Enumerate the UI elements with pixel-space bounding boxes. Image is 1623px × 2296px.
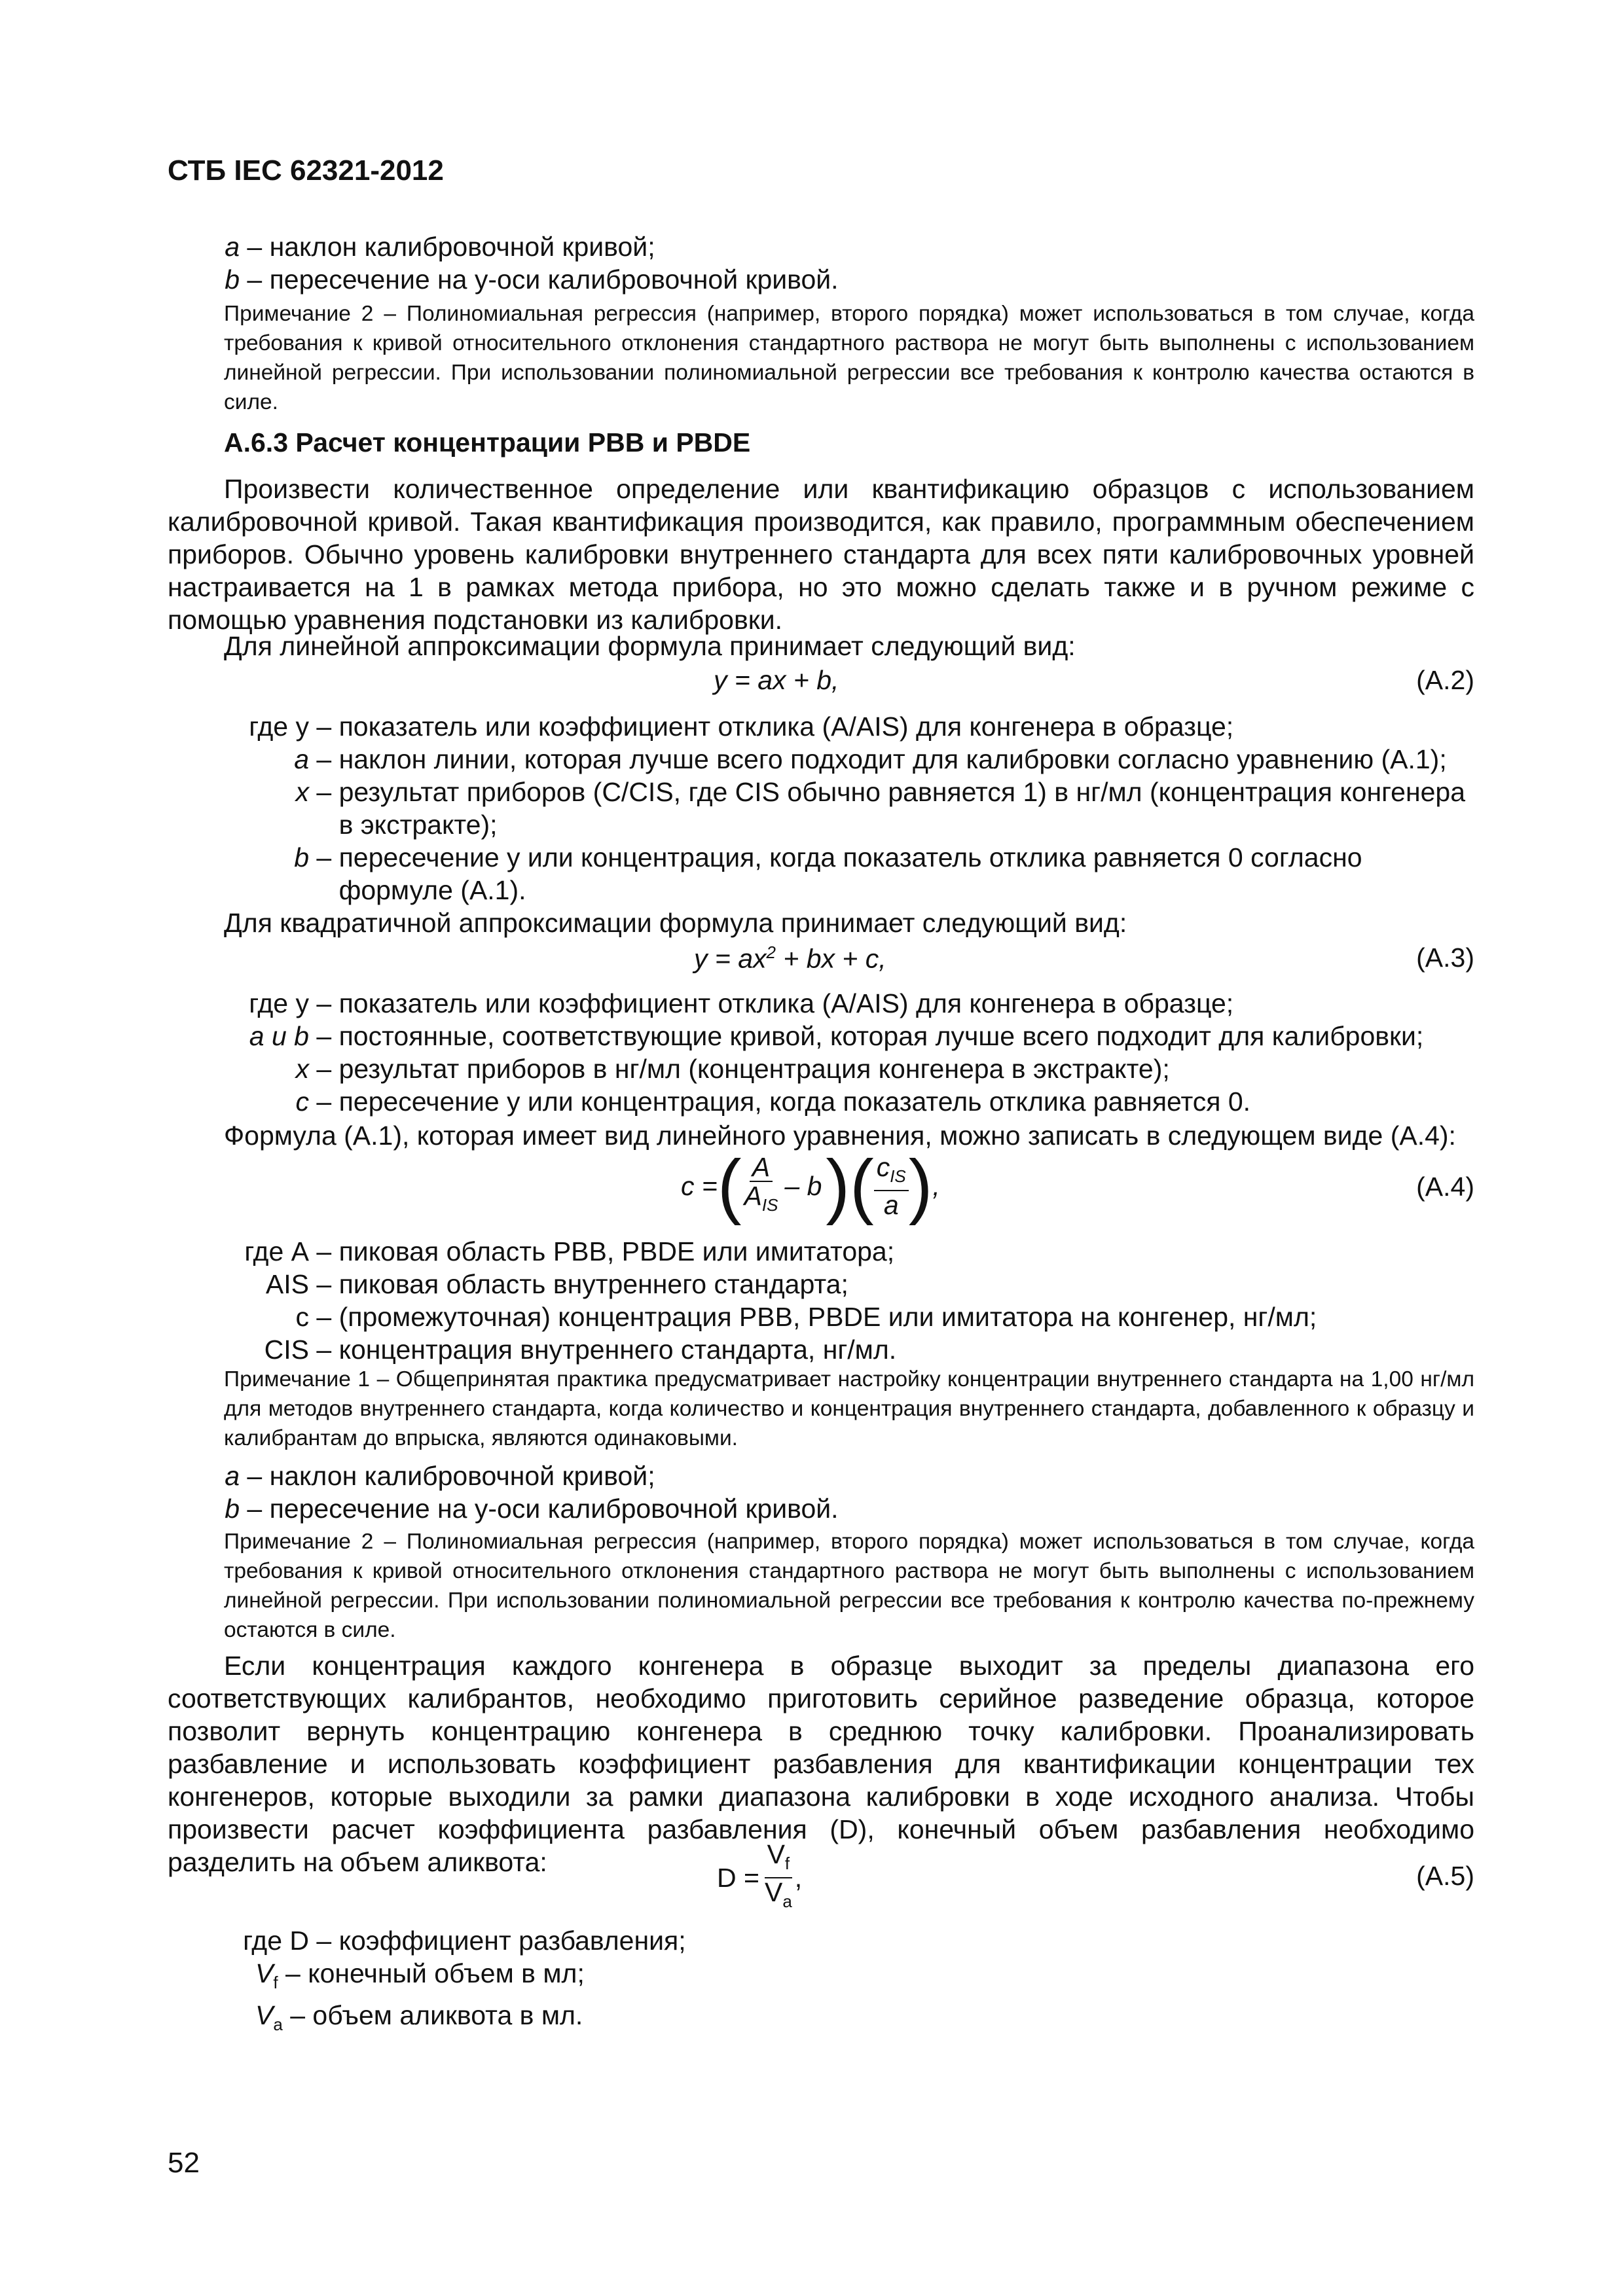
paragraph-5: Если концентрация каждого конгенера в образце выходит за пределы диапазона его соответствующих калибрантов, необходимо приготовить серийное разведение образца, которое позволит вернуть концентрацию конгенера в среднюю точку калибровки. Проанализировать разбавление и использовать коэффициент разбавления для квантификации концентрации тех конгенеров, которые выходили за рамки диапазона калибровки в ходе исходного анализа. Чтобы произвести расчет коэффициента разбавления (D), конечный объем разбавления необходимо разделить на объем аликвота: xyxy=(168,1651,1474,1877)
note-1: Примечание 1 – Общепринятая практика предусматривает настройку концентрации внутреннего стандарта на 1,00 нг/мл для методов внутреннего стандарта, когда количество и концентрация внутреннего стандарта, добавленного к образцу и калибрантам до впрыска, являются одинаковыми. xyxy=(224,1367,1474,1450)
definition-text: показатель или коэффициент отклика (A/AIS) для конгенера в образце; xyxy=(338,988,1234,1018)
definition-row: c – пересечение у или концентрация, когда показатель отклика равняется 0. xyxy=(224,1085,1474,1118)
fraction-cis-over-a xyxy=(874,1153,909,1219)
fraction-numerator: A xyxy=(750,1153,773,1182)
fraction-a-over-ais xyxy=(741,1153,780,1219)
definitions-a5 xyxy=(224,1924,1474,2041)
definition-label: x xyxy=(295,777,309,807)
definition-text: конечный объем в мл; xyxy=(308,1958,585,1988)
definition-row: a – наклон калибровочной кривой; xyxy=(224,230,1474,263)
definition-label: c xyxy=(295,1302,309,1332)
equation-part: – b xyxy=(784,1170,822,1201)
paren-open: ( xyxy=(717,1145,742,1227)
numerator-symbol: V xyxy=(767,1839,785,1869)
definition-text: коэффициент разбавления; xyxy=(338,1926,686,1956)
definition-label: a и b xyxy=(249,1021,309,1051)
fraction-denominator: a xyxy=(883,1190,899,1221)
paren-close: ) xyxy=(826,1145,850,1227)
equation-a2: y = ax + b, xyxy=(714,665,839,695)
definition-text: показатель или коэффициент отклика (A/AIS) для конгенера в образце; xyxy=(338,711,1234,742)
definition-text: результат приборов (C/CIS, где CIS обычно равняется 1) в нг/мл (концентрация конгенера в экстракте); xyxy=(338,777,1466,840)
definition-label: c xyxy=(295,1086,309,1117)
denominator-subscript: IS xyxy=(761,1195,778,1215)
equation-number-a4: (A.4) xyxy=(1416,1172,1474,1202)
definition-text: концентрация внутреннего стандарта, нг/мл. xyxy=(338,1335,897,1365)
definition-row: c – (промежуточная) концентрация PBB, PBDE или имитатора на конгенер, нг/мл; xyxy=(224,1300,1474,1333)
definitions-a2 xyxy=(224,710,1474,906)
equation-part: , xyxy=(932,1170,940,1201)
definition-label: где A xyxy=(244,1236,309,1266)
definition-label: где y xyxy=(249,988,309,1018)
equation-part: y = ax xyxy=(694,943,767,974)
equation-number-a3: (A.3) xyxy=(1416,942,1474,973)
equation-a4 xyxy=(681,1145,940,1227)
paragraph-2: Для линейной аппроксимации формула принимает следующий вид: xyxy=(224,631,1076,661)
fraction-denominator xyxy=(762,1878,795,1915)
denominator-symbol: V xyxy=(764,1877,783,1908)
definition-label: x xyxy=(295,1054,309,1084)
definition-row: x – результат приборов (C/CIS, где CIS обычно равняется 1) в нг/мл (концентрация конгенера в экстракте); xyxy=(224,776,1474,841)
definition-row: x – результат приборов в нг/мл (концентрация конгенера в экстракте); xyxy=(224,1052,1474,1085)
fraction-denominator xyxy=(741,1182,780,1219)
definition-row: где A – пиковая область PBB, PBDE или имитатора; xyxy=(224,1235,1474,1268)
definition-label xyxy=(255,1957,278,1999)
equation-part: + bx + c, xyxy=(776,943,886,974)
definition-text: наклон линии, которая лучше всего подходит для калибровки согласно уравнению (А.1); xyxy=(338,744,1447,774)
definition-label: CIS xyxy=(264,1335,309,1365)
definitions-a4 xyxy=(224,1235,1474,1366)
equation-a5 xyxy=(717,1840,802,1915)
definition-label xyxy=(255,1999,283,2041)
mid-definitions xyxy=(224,1460,1474,1525)
definition-text: пересечение у или концентрация, когда показатель отклика равняется 0 согласно формуле (А.1). xyxy=(338,842,1362,905)
definition-text: наклон калибровочной кривой; xyxy=(269,1461,655,1491)
equation-number-a5: (A.5) xyxy=(1416,1861,1474,1891)
definition-row: где y – показатель или коэффициент отклика (A/AIS) для конгенера в образце; xyxy=(224,987,1474,1020)
fraction-numerator xyxy=(874,1153,909,1191)
equation-exponent: 2 xyxy=(766,942,776,962)
page-number: 52 xyxy=(168,2147,200,2179)
note-top: Примечание 2 – Полиномиальная регрессия (например, второго порядка) может использоваться в том случае, когда требования к кривой относительного отклонения стандартного раствора не могут быть выполнены с использованием линейной регрессии. При использовании полиномиальной регрессии все требования к контролю качества остаются в силе. xyxy=(224,302,1474,414)
definition-text: результат приборов в нг/мл (концентрация конгенера в экстракте); xyxy=(338,1054,1170,1084)
definition-symbol: b xyxy=(225,264,240,295)
definition-label: AIS xyxy=(265,1269,309,1299)
definition-symbol: a xyxy=(225,232,240,262)
definition-row: $V_f$ – конечный объем в мл; xyxy=(224,1957,1474,1999)
paragraph-4: Формула (А.1), которая имеет вид линейного уравнения, можно записать в следующем виде (А.4): xyxy=(224,1121,1456,1151)
definition-row: b – пересечение у или концентрация, когда показатель отклика равняется 0 согласно формуле (А.1). xyxy=(224,841,1474,906)
definition-row: b – пересечение на y-оси калибровочной кривой. xyxy=(224,263,1474,296)
definition-row: a – наклон калибровочной кривой; xyxy=(224,1460,1474,1492)
definition-row: a – наклон линии, которая лучше всего подходит для калибровки согласно уравнению (А.1); xyxy=(224,743,1474,776)
document-header: СТБ IEC 62321-2012 xyxy=(168,154,444,187)
definition-row: где y – показатель или коэффициент отклика (A/AIS) для конгенера в образце; xyxy=(224,710,1474,743)
definition-subscript: a xyxy=(273,2015,283,2035)
paragraph-3: Для квадратичной аппроксимации формула принимает следующий вид: xyxy=(224,908,1127,938)
section-heading: А.6.3 Расчет концентрации PBB и PBDE xyxy=(224,427,751,457)
top-definitions xyxy=(224,230,1474,296)
definition-row: $V_a$ – объем аликвота в мл. xyxy=(224,1999,1474,2041)
definition-text: пиковая область внутреннего стандарта; xyxy=(338,1269,848,1299)
denominator-symbol: A xyxy=(744,1181,762,1211)
definition-label: a xyxy=(294,744,309,774)
paren-open: ( xyxy=(850,1145,874,1227)
numerator-subscript: f xyxy=(784,1854,790,1874)
definition-label: где y xyxy=(249,711,309,742)
definition-symbol: a xyxy=(225,1461,240,1491)
fraction-vf-over-va xyxy=(762,1840,795,1915)
definition-symbol: V xyxy=(255,1958,274,1988)
definition-label: где D xyxy=(243,1926,309,1956)
definition-text: (промежуточная) концентрация PBB, PBDE или имитатора на конгенер, нг/мл; xyxy=(338,1302,1317,1332)
definition-row: CIS – концентрация внутреннего стандарта, нг/мл. xyxy=(224,1333,1474,1366)
numerator-subscript: IS xyxy=(890,1166,906,1187)
note-2: Примечание 2 – Полиномиальная регрессия (например, второго порядка) может использоваться в том случае, когда требования к кривой относительного отклонения стандартного раствора не могут быть выполнены с использованием линейной регрессии. При использовании полиномиальной регрессии все требования к контролю качества по-прежнему остаются в силе. xyxy=(224,1530,1474,1642)
definition-symbol: V xyxy=(255,2000,274,2031)
numerator-symbol: c xyxy=(876,1152,890,1182)
equation-number-a2: (A.2) xyxy=(1416,665,1474,695)
paragraph-1: Произвести количественное определение или квантификацию образцов с использованием калибровочной кривой. Такая квантификация производится, как правило, программным обеспечением приборов. Обычно уровень калибровки внутреннего стандарта для всех пяти калибровочных уровней настраивается на 1 в рамках метода прибора, но это можно сделать также и в ручном режиме с помощью уравнения подстановки из калибровки. xyxy=(168,474,1474,635)
definition-row: где D – коэффициент разбавления; xyxy=(224,1924,1474,1957)
definition-label: b xyxy=(294,842,309,872)
definition-text: постоянные, соответствующие кривой, которая лучше всего подходит для калибровки; xyxy=(338,1021,1424,1051)
equation-a3 xyxy=(694,942,886,975)
definition-row: AIS – пиковая область внутреннего стандарта; xyxy=(224,1268,1474,1300)
definitions-a3 xyxy=(224,987,1474,1118)
paren-close: ) xyxy=(908,1145,933,1227)
equation-part: D = xyxy=(717,1862,759,1893)
definition-subscript: f xyxy=(273,1973,278,1993)
definition-row: a и b – постоянные, соответствующие кривой, которая лучше всего подходит для калибровки; xyxy=(224,1020,1474,1052)
definition-text: пиковая область PBB, PBDE или имитатора; xyxy=(338,1236,895,1266)
definition-symbol: b xyxy=(225,1494,240,1524)
equation-part: c = xyxy=(681,1170,718,1201)
fraction-numerator xyxy=(765,1840,793,1878)
definition-text: наклон калибровочной кривой; xyxy=(269,232,655,262)
definition-text: пересечение на y-оси калибровочной кривой. xyxy=(269,264,839,295)
definition-text: пересечение на у-оси калибровочной кривой. xyxy=(269,1494,839,1524)
definition-row: b – пересечение на у-оси калибровочной кривой. xyxy=(224,1492,1474,1525)
definition-text: пересечение у или концентрация, когда показатель отклика равняется 0. xyxy=(338,1086,1251,1117)
equation-part: , xyxy=(794,1862,803,1893)
denominator-subscript: a xyxy=(782,1892,792,1912)
definition-text: объем аликвота в мл. xyxy=(312,2000,583,2031)
